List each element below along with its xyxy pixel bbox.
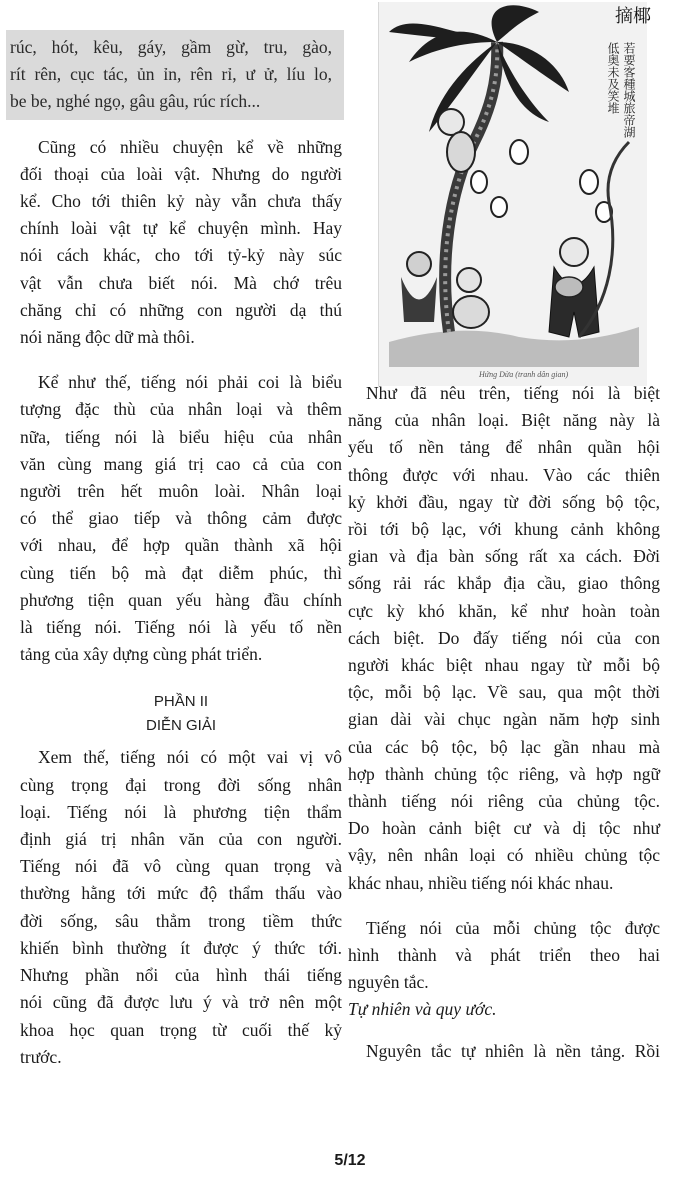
paragraph-natural-principle [348,1038,660,1065]
text-line: gian và địa bàn sống rất xa cách. Đời [348,546,660,567]
text-line: rít rên, cục tác, ủn ỉn, rên rỉ, ư ử, líu lo, [10,64,332,85]
text-line: loại. Tiếng nói là phương tiện thẩm [20,801,342,822]
section-title: DIỄN GIẢI [145,717,216,735]
text-line: đời sống, sâu thẳm trong tiềm thức [20,910,342,931]
text-line: kể. Cho tới thiên kỷ này vẫn chưa thấy [20,191,342,212]
text-line: khiến bình thường ít được ý thức tới. [20,937,342,958]
text-line: vậy, nên nhân loại có nhiều chủng tộc [348,845,660,866]
sitting-child-left-head [407,252,431,276]
text-line: Xem thế, tiếng nói có một vai vị vô [38,747,342,768]
text-line: tộc, mỗi bộ lạc. Về sau, qua một thời [348,682,660,703]
catching-man-head [560,238,588,266]
text-line: trước. [20,1046,62,1067]
text-line: nguyên tắc. [348,972,429,993]
text-line: người trên hết muôn loài. Nhân loại [20,481,342,502]
text-line: hình thành và phát triển theo hai [348,945,660,966]
calligraphy-column-1: 若要客種城旅帝湖 [622,42,636,138]
text-line: tượng đặc thù của nhân loại và thêm [20,399,342,420]
text-line: người khác biệt nhau ngay từ mỗi bộ [348,655,660,676]
text-line: cách biệt. Do đấy tiếng nói của con [348,627,660,648]
text-line: nói cũng đã được lưu ý và trở nên một [20,992,342,1013]
text-line: của các bộ tộc, bộ lạc gần nhau mà [348,736,660,757]
text-line: định giá trị nhân văn của con người. [20,829,342,850]
paragraph-animal-stories [6,134,342,352]
text-line: sống rải rác khắp địa cầu, giao thông [348,573,660,594]
right-column [348,380,660,1065]
text-line: rúc, hót, kêu, gáy, gầm gừ, tru, gào, [10,37,332,57]
text-line: phương tiện quan yếu hàng đầu chính [20,589,342,610]
text-line: chăng chỉ có những con người dạ thú [20,299,342,320]
text-line: khác nhau, nhiều tiếng nói khác nhau. [348,872,614,893]
text-line: cùng tiến bộ mà đạt diễm phúc, thì [20,562,342,583]
text-line: Nhưng phần nổi của hình thái tiếng [20,965,342,986]
folk-painting-figure [378,2,651,386]
page-number: 5/12 [334,1152,366,1169]
sitting-child-right-head [457,268,481,292]
text-line: rồi tới bộ lạc, với khung cảnh không [348,519,660,540]
paragraph-speech-role [6,744,342,1070]
paragraph-speech-symbol [6,369,342,668]
text-line: khoa học quan trọng từ cuối thế kỷ [20,1019,342,1040]
text-line: tảng của xây dựng cùng phát triển. [20,644,263,665]
text-line: Kể như thế, tiếng nói phải coi là biểu [38,372,342,393]
text-line: thường hằng tới mức độ thẩm thấu vào [20,883,342,904]
folk-painting-illustration [379,2,651,386]
text-line: thành tiếng nói riêng của chủng tộc. [348,791,660,812]
text-line: Do hoàn cảnh biệt cư và dị tộc như [348,818,660,839]
text-line: cực kỳ khó khăn, kể như hoàn toàn [348,600,660,621]
text-line: thông được với nhau. Vào các thiên [348,464,660,485]
text-line: nữa, tiếng nói là biểu hiệu của nhân [20,426,342,447]
text-line: yếu tố nền tảng để nhân quần hội [348,437,660,458]
calligraphy-column-2: 低奥未及笑堆 [606,42,620,114]
paragraph-speech-ability [348,380,660,897]
text-line: Cũng có nhiều chuyện kể về những [38,136,342,157]
text-line: nói năng độc dữ mà thôi. [20,327,195,348]
text-line: vật vẫn chưa biết nói. Mà chớ trêu [20,272,342,293]
text-line: cùng trọng đại trong đời sống nhân [20,774,342,795]
palm-fronds [389,5,569,132]
calligraphy-title: 摘椰 [615,6,651,27]
text-line: đối thoại của loài vật. Nhưng do người [20,163,342,184]
left-column [6,30,344,1071]
text-line: Tiếng nói của mỗi chủng tộc được [366,917,660,938]
text-line: văn cùng mang giá trị cao cả của con [20,453,342,474]
text-line: có thể giao tiếp và thông cảm được [20,508,342,529]
text-line: Như đã nêu trên, tiếng nói là biệt [366,383,660,403]
hanging-fruits [471,140,612,222]
text-line: be be, nghé ngọ, gâu gâu, rúc rích... [10,91,261,112]
text-line: Tiếng nói đã vô cùng quan trọng và [20,856,342,877]
text-line: là tiếng nói. Tiếng nói là yếu tố nền [20,617,342,638]
intro-paragraph [10,34,332,116]
text-line: kỷ khởi đầu, ngay từ đời sống bộ tộc, [348,491,660,512]
section-heading [6,690,342,738]
intro-highlight-box [6,30,344,120]
text-line: với nhau, để hợp quần thành xã hội [20,535,342,556]
paragraph-principles [348,915,660,1024]
italic-principles-line: Tự nhiên và quy ước. [348,999,497,1020]
text-line: hợp thành chủng tộc riêng, và hợp ngữ [348,763,660,784]
text-line: nói cách khác, cho tới tỷ-kỷ này súc [20,245,342,266]
text-line: năng của nhân loại. Biệt năng này là [348,410,660,431]
text-line: gian dài vài chục ngàn năm hợp sinh [348,709,660,730]
figure-caption: Hứng Dừa (tranh dân gian) [479,370,569,379]
text-line: chính loài vật tự kể chuyện mình. Hay [20,218,342,239]
text-line: Nguyên tắc tự nhiên là nền tảng. Rồi [366,1040,660,1061]
ground-shape [389,327,639,367]
section-label: PHẦN II [153,693,209,711]
